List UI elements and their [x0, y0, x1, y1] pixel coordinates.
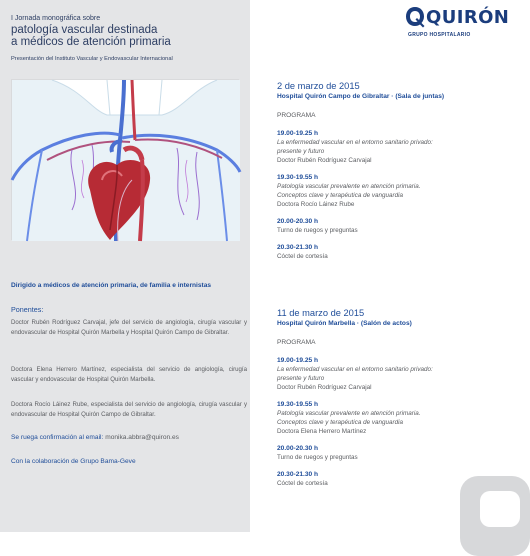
program-slot — [277, 173, 492, 209]
speaker-bio: Doctor Rubén Rodríguez Carvajal, jefe del servicio de angiología, cirugía vascular y endovascular de Hospital Quirón Marbella y Hospital Quirón Campo de Gibraltar. — [11, 319, 247, 336]
rsvp-line — [11, 434, 179, 441]
slot-speaker: Doctor Rubén Rodríguez Carvajal — [277, 384, 372, 391]
slot-time: 20.30-21.30 h — [277, 244, 319, 251]
event-date: 11 de marzo de 2015 — [277, 308, 365, 318]
quiron-logo — [405, 5, 510, 43]
event-venue: Hospital Quirón Marbella · (Salón de actos) — [277, 320, 412, 327]
slot-time: 19.00-19.25 h — [277, 357, 319, 364]
slot-title-cont: presente y futuro — [277, 148, 325, 155]
collaboration-note: Con la colaboración de Grupo Bama-Geve — [11, 458, 136, 465]
subtitle: Presentación del Instituto Vascular y Endovascular Internacional — [11, 56, 173, 62]
event-venue: Hospital Quirón Campo de Gibraltar · (Sala de juntas) — [277, 93, 445, 100]
audience-note: Dirigido a médicos de atención primaria, de familia e internistas — [11, 282, 212, 289]
slot-time: 19.00-19.25 h — [277, 130, 319, 137]
title-line-1: patología vascular destinada — [11, 24, 158, 36]
logo-tagline: GRUPO HOSPITALARIO — [408, 32, 471, 38]
slot-title: Turno de ruegos y preguntas — [277, 454, 358, 461]
slot-title: La enfermedad vascular en el entorno sanitario privado: — [277, 139, 433, 146]
slot-title: Cóctel de cortesía — [277, 480, 328, 487]
slot-speaker: Doctora Rocío Láinez Rube — [277, 201, 355, 208]
logo-wordmark: QUIRÓN — [426, 7, 510, 28]
slot-speaker: Doctor Rubén Rodríguez Carvajal — [277, 157, 372, 164]
rsvp-label: Se ruega confirmación al email: — [11, 434, 104, 441]
slot-title: Cóctel de cortesía — [277, 253, 328, 260]
page-title — [11, 24, 241, 48]
slot-speaker: Doctora Elena Herrero Martínez — [277, 428, 367, 435]
slot-title: Patología vascular prevalente en atención primaria. — [277, 410, 421, 417]
slot-time: 19.30-19.55 h — [277, 401, 319, 408]
event-block — [277, 81, 492, 261]
program-slot — [277, 470, 492, 488]
slot-title: Patología vascular prevalente en atención primaria. — [277, 183, 421, 190]
speaker-bio: Doctora Rocío Láinez Rube, especialista del servicio de angiología, cirugía vascular y endovascular de Hospital Quirón Campo de Gibraltar. — [11, 401, 247, 418]
quiron-logo-mark-icon — [405, 6, 425, 28]
slot-time: 20.00-20.30 h — [277, 218, 319, 225]
program-slot — [277, 400, 492, 436]
heart-vascular-anatomy-icon — [11, 79, 239, 240]
program-slot — [277, 129, 492, 165]
decorative-corner-inner — [480, 491, 520, 527]
slot-title-cont: Conceptos clave y terapéutica de vanguardia — [277, 192, 404, 199]
event-block — [277, 308, 492, 488]
slot-title: Turno de ruegos y preguntas — [277, 227, 358, 234]
slot-time: 20.00-20.30 h — [277, 445, 319, 452]
slot-title: La enfermedad vascular en el entorno sanitario privado: — [277, 366, 433, 373]
rsvp-email-link[interactable]: monika.abbra@quiron.es — [105, 434, 179, 441]
ponentes-heading: Ponentes: — [11, 305, 44, 314]
kicker: I Jornada monográfica sobre — [11, 15, 101, 22]
program-slot — [277, 217, 492, 235]
program-label: PROGRAMA — [277, 112, 316, 119]
slot-title-cont: presente y futuro — [277, 375, 325, 382]
slot-time: 19.30-19.55 h — [277, 174, 319, 181]
program-label: PROGRAMA — [277, 339, 316, 346]
program-slot — [277, 356, 492, 392]
title-line-2: a médicos de atención primaria — [11, 36, 171, 48]
left-panel — [0, 0, 250, 532]
program-slot — [277, 243, 492, 261]
program-slot — [277, 444, 492, 462]
speaker-bio: Doctora Elena Herrero Martínez, especialista del servicio de angiología, cirugía vascular y endovascular de Hospital Quirón Marbella. — [11, 366, 247, 383]
slot-time: 20.30-21.30 h — [277, 471, 319, 478]
event-date: 2 de marzo de 2015 — [277, 81, 360, 91]
slot-title-cont: Conceptos clave y terapéutica de vanguardia — [277, 419, 404, 426]
